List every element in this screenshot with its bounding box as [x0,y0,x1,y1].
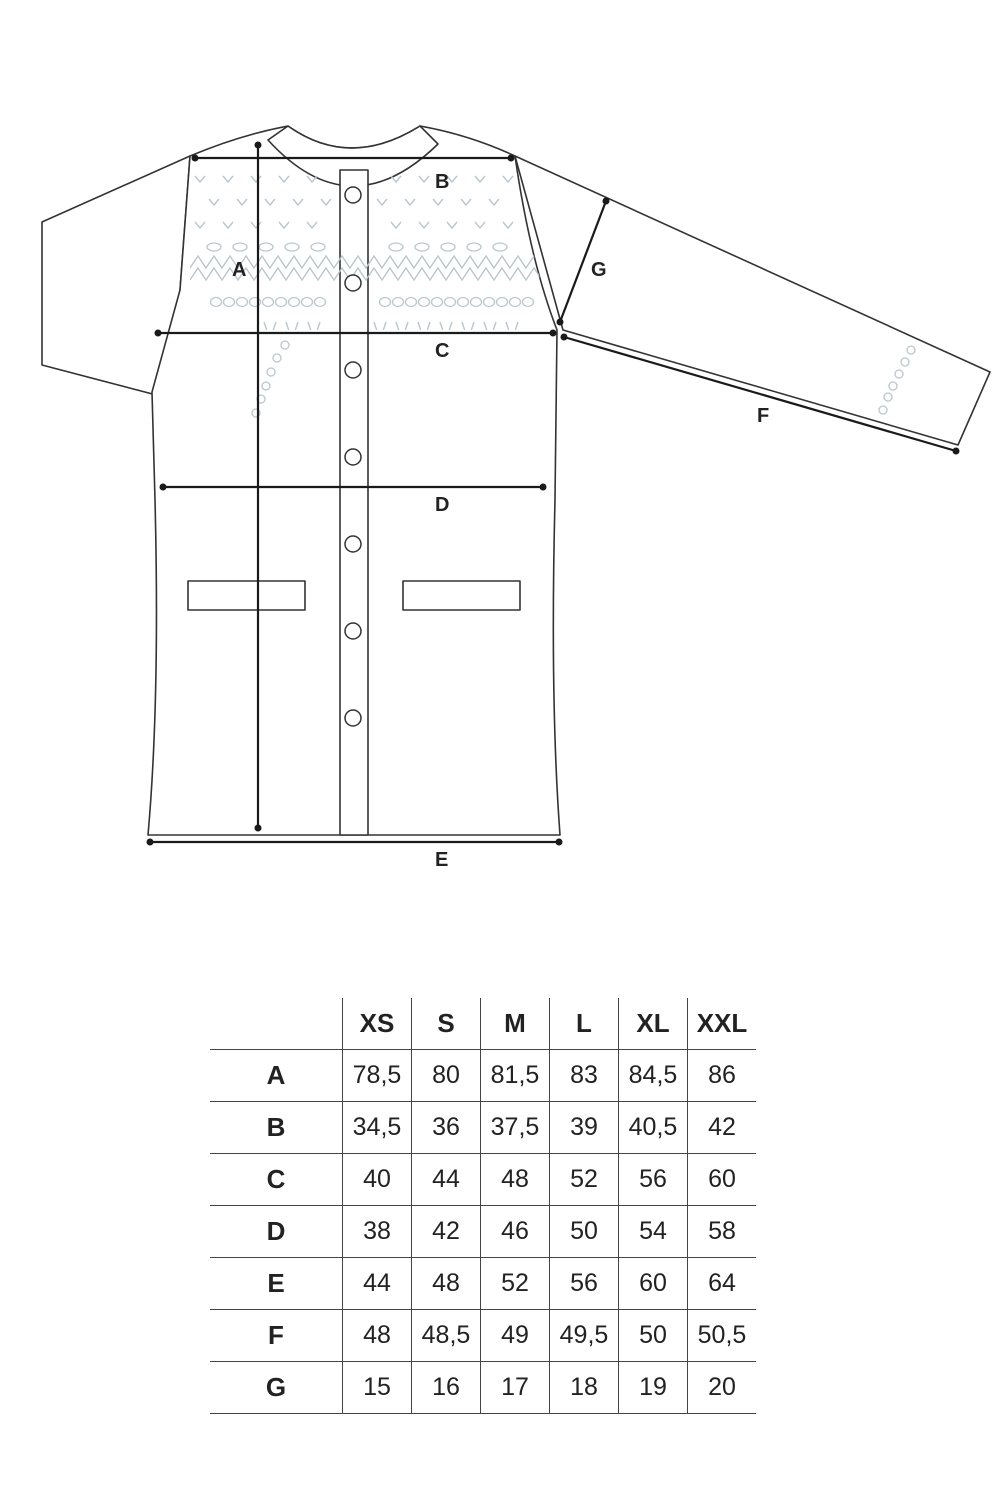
knit-dot [901,358,909,366]
label-e: E [435,849,449,871]
knit-dot [406,298,417,307]
row-label: B [210,1102,343,1154]
knit-dot [471,298,482,307]
knit-dot [315,298,326,307]
table-cell: 42 [412,1206,481,1258]
table-cell: 60 [619,1258,688,1310]
table-cell: 44 [412,1154,481,1206]
knit-dot [445,298,456,307]
table-cell: 52 [481,1258,550,1310]
measure-e [147,839,563,846]
table-cell: 48 [343,1310,412,1362]
knit-dot [262,382,270,390]
knit-dot [380,298,391,307]
knit-oval [311,243,325,251]
table-cell: 58 [688,1206,757,1258]
size-header: XS [343,998,412,1050]
knit-dot [281,341,289,349]
size-header: XXL [688,998,757,1050]
button-icon [345,536,361,552]
button-icon [345,710,361,726]
table-cell: 20 [688,1362,757,1414]
knit-dot [393,298,404,307]
knit-oval [441,243,455,251]
button-icon [345,449,361,465]
table-cell: 64 [688,1258,757,1310]
table-row [210,1102,756,1154]
knit-dot [267,368,275,376]
table-cell: 81,5 [481,1050,550,1102]
knit-dot [497,298,508,307]
table-cell: 38 [343,1206,412,1258]
knit-oval [415,243,429,251]
table-cell: 56 [550,1258,619,1310]
table-cell: 54 [619,1206,688,1258]
table-cell: 49 [481,1310,550,1362]
size-header-row [210,998,756,1050]
table-row [210,1154,756,1206]
table-cell: 15 [343,1362,412,1414]
table-row [210,1310,756,1362]
table-cell: 42 [688,1102,757,1154]
knit-oval [389,243,403,251]
label-d: D [435,494,450,516]
row-label: E [210,1258,343,1310]
size-header: S [412,998,481,1050]
size-chart-table [210,998,756,1414]
knit-dot [276,298,287,307]
knit-dot [432,298,443,307]
size-header: L [550,998,619,1050]
knit-oval [233,243,247,251]
table-cell: 50,5 [688,1310,757,1362]
knit-oval [207,243,221,251]
table-cell: 50 [619,1310,688,1362]
table-cell: 48 [412,1258,481,1310]
table-cell: 17 [481,1362,550,1414]
knit-dot [224,298,235,307]
knit-dot [884,393,892,401]
table-cell: 18 [550,1362,619,1414]
table-cell: 52 [550,1154,619,1206]
button-icon [345,362,361,378]
label-b: B [435,171,450,193]
knit-dot [484,298,495,307]
table-cell: 86 [688,1050,757,1102]
label-g: G [591,259,607,281]
left-pocket [188,581,305,610]
label-f: F [757,405,770,427]
label-c: C [435,340,450,362]
knit-oval [493,243,507,251]
right-sleeve [515,156,990,445]
knit-dot [510,298,521,307]
button-placket [340,170,368,835]
knit-dot [879,406,887,414]
table-cell: 83 [550,1050,619,1102]
right-pocket [403,581,520,610]
table-cell: 84,5 [619,1050,688,1102]
table-cell: 60 [688,1154,757,1206]
row-label: F [210,1310,343,1362]
knit-dot [458,298,469,307]
knit-dot [523,298,534,307]
table-row [210,1362,756,1414]
knit-oval [285,243,299,251]
table-cell: 39 [550,1102,619,1154]
size-header: XL [619,998,688,1050]
size-header: M [481,998,550,1050]
table-cell: 37,5 [481,1102,550,1154]
table-cell: 44 [343,1258,412,1310]
knit-dot [895,370,903,378]
table-corner [210,998,343,1050]
table-cell: 40,5 [619,1102,688,1154]
button-icon [345,623,361,639]
table-cell: 49,5 [550,1310,619,1362]
table-cell: 16 [412,1362,481,1414]
label-a: A [232,259,247,281]
knit-dot [211,298,222,307]
table-row [210,1206,756,1258]
knit-dot [237,298,248,307]
row-label: A [210,1050,343,1102]
table-cell: 48 [481,1154,550,1206]
table-cell: 78,5 [343,1050,412,1102]
table-cell: 48,5 [412,1310,481,1362]
knit-dot [273,354,281,362]
table-cell: 80 [412,1050,481,1102]
knit-dot [263,298,274,307]
knit-dot [302,298,313,307]
table-cell: 56 [619,1154,688,1206]
table-cell: 36 [412,1102,481,1154]
knit-dot [419,298,430,307]
knit-dot [907,346,915,354]
button-icon [345,275,361,291]
table-row [210,1258,756,1310]
row-label: D [210,1206,343,1258]
knit-dot [289,298,300,307]
row-label: G [210,1362,343,1414]
table-cell: 46 [481,1206,550,1258]
table-cell: 40 [343,1154,412,1206]
knit-oval [259,243,273,251]
button-icon [345,187,361,203]
table-cell: 34,5 [343,1102,412,1154]
table-cell: 50 [550,1206,619,1258]
table-cell: 19 [619,1362,688,1414]
table-row [210,1050,756,1102]
knit-dot [889,382,897,390]
row-label: C [210,1154,343,1206]
knit-oval [467,243,481,251]
